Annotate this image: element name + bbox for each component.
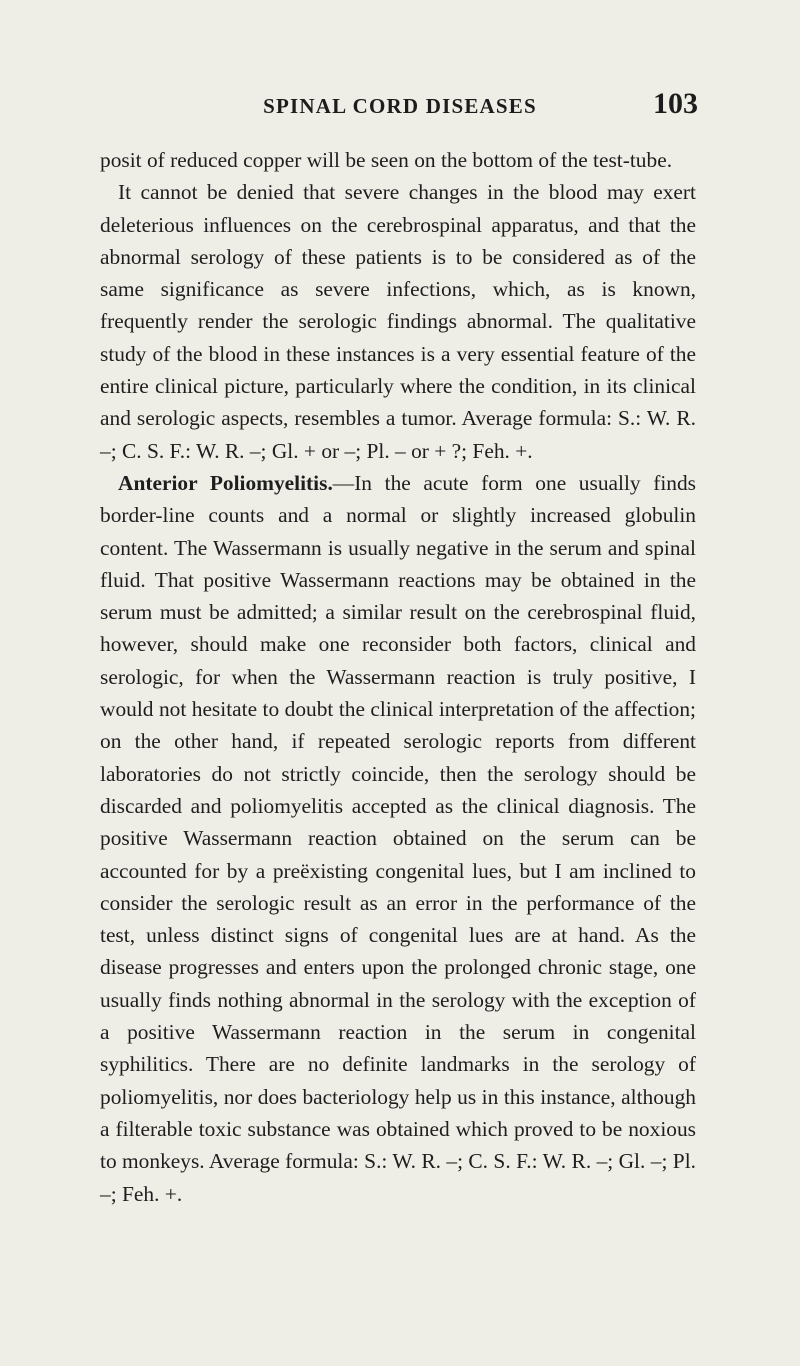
paragraph-poliomyelitis — [100, 467, 696, 1210]
running-head — [100, 87, 700, 130]
body-text — [100, 144, 696, 1210]
paragraph-continuation: posit of reduced copper will be seen on the bottom of the test-tube. — [100, 148, 673, 172]
section-heading: Anterior Poliomyelitis. — [118, 470, 333, 495]
header-title: SPINAL CORD DISEASES — [263, 94, 537, 118]
paragraph-blood-changes: It cannot be denied that severe changes in the blood may exert deleterious influences on the cerebrospinal apparatus, and that the abnormal serology of these patients is to be considered as of the same significance as severe infections, which, as is known, frequently render the serologic findings abnormal. The qualitative study of the blood in these instances is a very essential feature of the entire clinical picture, particularly where the condition, in its clinical and serologic aspects, resembles a tumor. Average formula: S.: W. R. –; C. S. F.: W. R. –; Gl. + or –; Pl. – or + ?; Feh. +. — [100, 180, 696, 463]
paragraph-poliomyelitis-body: —In the acute form one usually finds border-line counts and a normal or slightly increased globulin content. The Wassermann is usually negative in the serum and spinal fluid. That positive Wassermann reactions may be obtained in the serum must be admitted; a similar result on the cerebrospinal fluid, however, should make one reconsider both factors, clinical and serologic, for when the Wassermann reaction is truly positive, I would not hesitate to doubt the clinical interpretation of the affection; on the other hand, if repeated serologic reports from different laboratories do not strictly coincide, then the serology should be discarded and poliomyelitis accepted as the clinical diagnosis. The positive Wassermann reaction obtained on the serum can be accounted for by a preëxisting congenital lues, but I am inclined to consider the serologic result as an error in the performance of the test, unless distinct signs of congenital lues are at hand. As the disease progresses and enters upon the prolonged chronic stage, one usually finds nothing abnormal in the serology with the exception of a positive Wassermann reaction in the serum in congenital syphilitics. There are no definite landmarks in the serology of poliomyelitis, nor does bacteriology help us in this instance, although a filterable toxic substance was obtained which proved to be noxious to monkeys. Average formula: S.: W. R. –; C. S. F.: W. R. –; Gl. –; Pl. –; Feh. +. — [100, 470, 696, 1206]
page-number: 103 — [653, 87, 698, 120]
